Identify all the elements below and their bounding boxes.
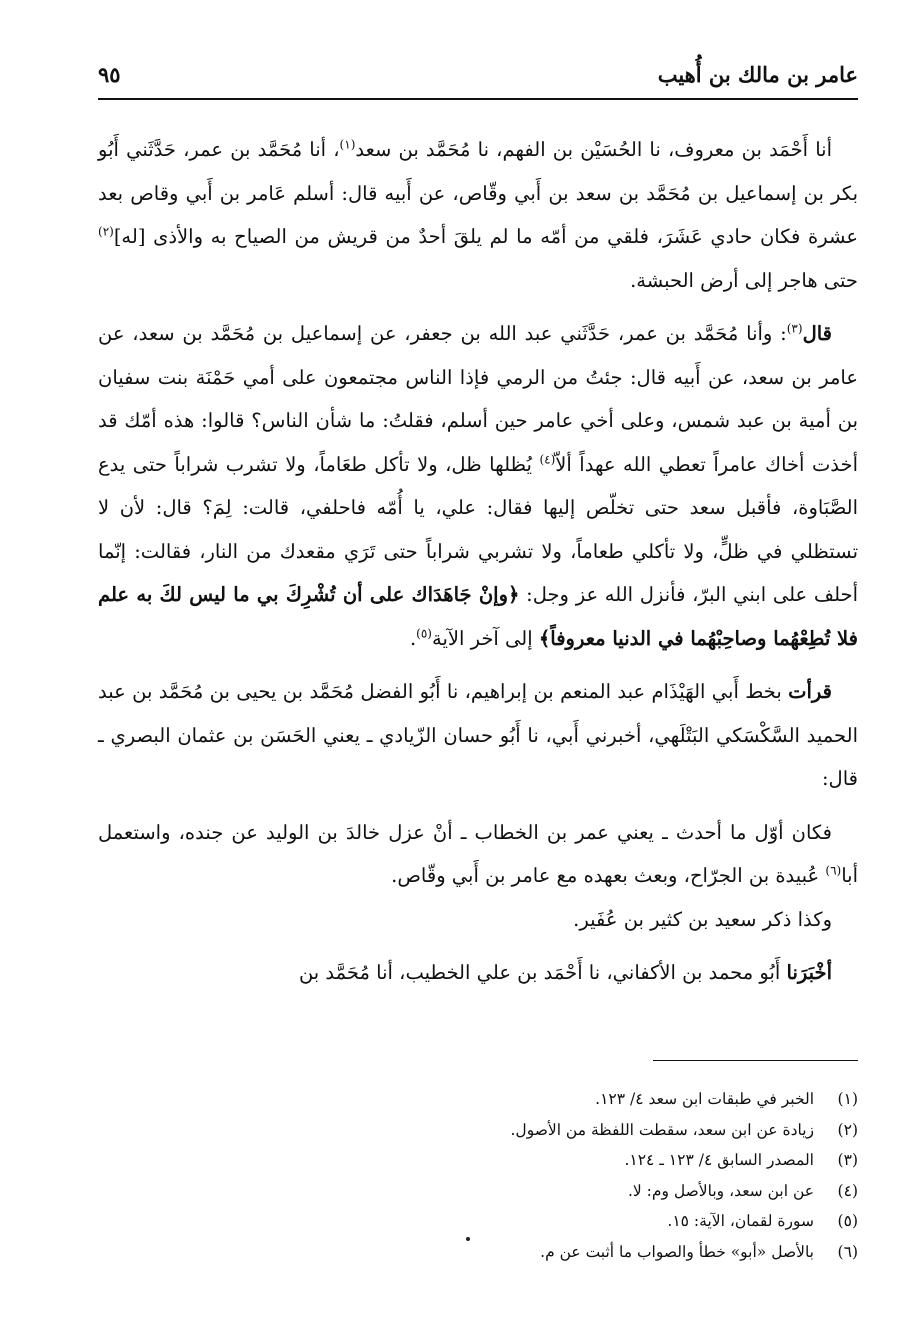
footnote-text: سورة لقمان، الآية: ١٥. bbox=[667, 1212, 814, 1230]
lead-word: قرأت bbox=[788, 680, 832, 703]
footnote bbox=[98, 1115, 858, 1146]
paragraph-1 bbox=[98, 128, 858, 302]
paragraph-4 bbox=[98, 811, 858, 898]
paragraph-text: ، أنا مُحَمَّد بن عمر، حَدَّثَني أَبُو بكر بن إسماعيل بن مُحَمَّد بن سعد بن أَبي وقّاص، عن أَبيه قال: أسلم عَامر بن أَبي وقاص بعد عشرة فكان حادي عَشَرَ، فلقي من أمّه ما لم يلقَ أحدٌ من قريش من الصياح به والأذى [له] bbox=[98, 138, 858, 248]
paragraph-6 bbox=[98, 951, 858, 995]
footnote-text: الخبر في طبقات ابن سعد ٤/ ١٢٣. bbox=[595, 1090, 814, 1108]
paragraph-text: أَبُو محمد بن الأكفاني، نا أَحْمَد بن علي الخطيب، أنا مُحَمَّد بن bbox=[298, 961, 787, 984]
paragraph-text: وكذا ذكر سعيد بن كثير بن عُفَير. bbox=[573, 907, 832, 931]
paragraph-text: . bbox=[409, 626, 417, 650]
lead-word: أخْبَرَنا bbox=[786, 961, 832, 984]
footnote-ref: (٣) bbox=[786, 321, 803, 336]
paragraph-2 bbox=[98, 312, 858, 660]
footnote-ref: (٤) bbox=[539, 452, 556, 466]
footnote bbox=[98, 1206, 858, 1237]
footnote-ref: (٦) bbox=[825, 863, 842, 878]
footnote bbox=[98, 1145, 858, 1176]
footnote-number: (٦) bbox=[837, 1242, 858, 1261]
running-header bbox=[98, 56, 858, 100]
footnote-number: (١) bbox=[837, 1090, 858, 1108]
footnote bbox=[98, 1176, 858, 1207]
footnote-text: بالأصل «أبو» خطأ والصواب ما أثبت عن م. bbox=[540, 1242, 814, 1261]
paragraph-5 bbox=[98, 898, 858, 942]
footnote-text: عن ابن سعد، وبالأصل وم: لا. bbox=[627, 1181, 814, 1200]
paragraph-text: إلى آخر الآية bbox=[431, 626, 539, 650]
paragraph-text: : وأنا مُحَمَّد بن عمر، حَدَّثَني عبد الله بن جعفر، عن إسماعيل بن مُحَمَّد بن سعد، عن عامر بن سعد، عن أَبيه قال: جئتُ من الرمي فإذا الناس مجتمعون على أمي حَمْنَة بنت سفيان بن أمية بن عبد شمس، وعلى أخي عامر حين أسلم، فقلتُ: ما شأن الناس؟ قالوا: هذه أمّك قد أخذت أخاك عامراً تعطي الله عهداً ألاّ bbox=[98, 322, 859, 476]
footnote-ref: (١) bbox=[339, 137, 356, 152]
footnote-text: زيادة عن ابن سعد، سقطت اللفظة من الأصول. bbox=[510, 1120, 814, 1139]
quran-verse: ﴿وإنْ جَاهَدَاك على أن تُشْرِكَ بي ما ليس لكَ به علم فلا تُطِعْهُما وصاحِبْهُما في الدنيا معروفاً﴾ bbox=[98, 583, 858, 650]
paragraph-text: فكان أوّل ما أحدث ـ يعني عمر بن الخطاب ـ أنْ عزل خالدَ بن الوليد عن جنده، واستعمل أبا bbox=[98, 820, 858, 887]
footnote bbox=[98, 1237, 858, 1268]
paragraph-text: أنا أَحْمَد بن معروف، نا الحُسَيْن بن الفهم، نا مُحَمَّد بن سعد bbox=[355, 138, 832, 161]
main-text bbox=[98, 128, 858, 995]
ink-speck bbox=[466, 1237, 470, 1241]
footnote-number: (٥) bbox=[837, 1212, 858, 1230]
page-number: ٩٥ bbox=[98, 62, 121, 87]
footnote bbox=[98, 1084, 858, 1115]
paragraph-text: حتى هاجر إلى أرض الحبشة. bbox=[630, 268, 858, 292]
paragraph-3 bbox=[98, 670, 858, 801]
footnote-ref: (٢) bbox=[98, 224, 114, 239]
footnote-number: (٢) bbox=[837, 1120, 858, 1139]
paragraph-text: عُبيدة بن الجرّاح، وبعث بعهده مع عامر بن أَبي وقّاص. bbox=[391, 864, 826, 887]
footnote-number: (٣) bbox=[837, 1151, 858, 1169]
footnote-ref: (٥) bbox=[416, 626, 432, 640]
footnote-number: (٤) bbox=[837, 1181, 858, 1200]
footnotes bbox=[98, 1084, 858, 1267]
footnote-separator bbox=[653, 1060, 858, 1061]
footnote-text: المصدر السابق ٤/ ١٢٣ ـ ١٢٤. bbox=[624, 1151, 814, 1169]
lead-word: قال bbox=[802, 322, 832, 345]
paragraph-text: بخط أَبي الهَيْذَام عبد المنعم بن إبراهيم، نا أَبُو الفضل مُحَمَّد بن يحيى بن مُحَمَّد بن عبد الحميد السَّكْسَكي البَتْلَهي، أخبرني أَبي، نا أَبُو حسان الزّيادي ـ يعني الحَسَن بن عثمان البصري ـ قال: bbox=[98, 680, 858, 790]
header-title: عامر بن مالك بن أُهيب bbox=[657, 62, 858, 87]
paragraph-text: يُظلها ظل، ولا تأكل طعَاماً، ولا تشرب شراباً حتى يدع الصَّبَاوة، فأقبل سعد حتى تخلّص إليها فقال: علي، يا أُمّه فاحلفي، قالت: لِمَ؟ قال: لأن لا تستظلي في ظلٍّ، ولا تأكلي طعاماً، ولا تشربي شراباً حتى تَرَي مقعدك من النار، فقالت: إنّما أحلف على ابني البرّ، فأنزل الله عز وجل: bbox=[98, 452, 858, 606]
